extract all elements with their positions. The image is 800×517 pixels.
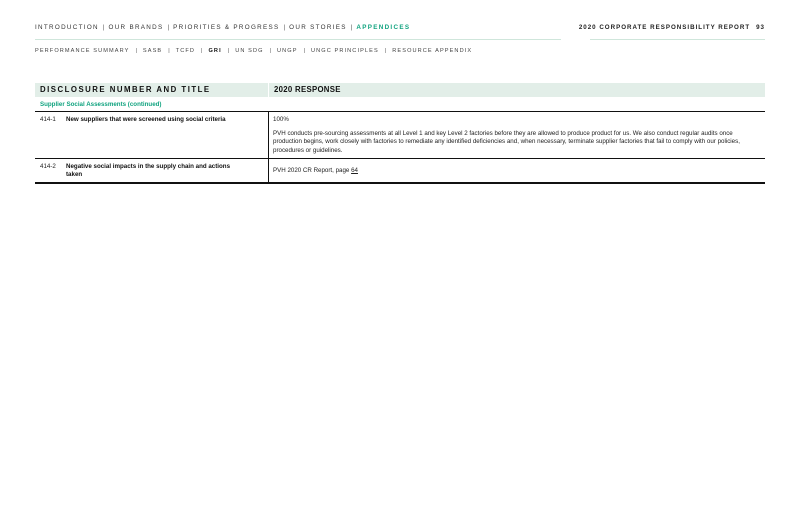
gri-disclosure-table — [35, 83, 765, 184]
subnav-separator: | — [384, 48, 387, 54]
subnav-separator: | — [201, 48, 203, 54]
disclosure-title: Negative social impacts in the supply chain and actions taken — [66, 162, 231, 178]
disclosure-cell — [35, 112, 269, 158]
disclosure-title: New suppliers that were screened using social criteria — [66, 116, 226, 123]
nav-separator: | — [350, 24, 353, 31]
top-divider-right — [590, 39, 765, 40]
response-text — [273, 167, 358, 175]
header-response: 2020 RESPONSE — [274, 85, 341, 94]
subnav-gri[interactable]: GRI — [208, 48, 222, 54]
subnav-sasb[interactable]: SASB — [142, 48, 163, 54]
subnav-tcfd[interactable]: TCFD — [175, 48, 196, 54]
section-title: Supplier Social Assessments (continued) — [35, 97, 765, 112]
subnav-performance-summary[interactable]: PERFORMANCE SUMMARY — [35, 48, 130, 54]
nav-priorities-progress[interactable]: PRIORITIES & PROGRESS — [173, 24, 280, 31]
sub-navigation — [35, 48, 472, 54]
table-header — [35, 83, 765, 97]
nav-appendices[interactable]: APPENDICES — [356, 24, 411, 31]
nav-separator: | — [102, 24, 105, 31]
subnav-separator: | — [135, 48, 137, 54]
disclosure-number: 414-1 — [40, 116, 56, 123]
subnav-separator: | — [303, 48, 306, 54]
nav-separator: | — [283, 24, 286, 31]
subnav-separator: | — [269, 48, 271, 54]
subnav-separator: | — [168, 48, 170, 54]
top-divider-left — [35, 39, 561, 40]
nav-separator: | — [167, 24, 170, 31]
response-text-prefix: PVH 2020 CR Report, page — [273, 166, 352, 174]
response-cell — [269, 159, 765, 182]
response-percentage: 100% — [273, 116, 289, 123]
page-number: 93 — [756, 24, 765, 31]
disclosure-cell — [35, 159, 269, 182]
subnav-resource-appendix[interactable]: RESOURCE APPENDIX — [392, 48, 473, 54]
table-row — [35, 159, 765, 184]
subnav-ungc-principles[interactable]: UNGC PRINCIPLES — [311, 48, 379, 54]
response-text: PVH conducts pre-sourcing assessments at all Level 1 and key Level 2 factories before they are allowed to produce product for us. We also conduct regular audits once production begins, work closely with factories to remediate any identified deficiencies and, when necessary, terminate supplier factories that fail to comply with our policies, procedures or guidelines. — [273, 130, 740, 154]
nav-introduction[interactable]: INTRODUCTION — [35, 24, 99, 31]
report-title: 2020 CORPORATE RESPONSIBILITY REPORT — [578, 24, 751, 31]
top-navigation — [35, 24, 410, 31]
nav-our-brands[interactable]: OUR BRANDS — [108, 24, 164, 31]
response-cell — [269, 112, 765, 158]
page-link[interactable]: 64 — [351, 166, 358, 174]
nav-our-stories[interactable]: OUR STORIES — [289, 24, 347, 31]
subnav-separator: | — [227, 48, 230, 54]
header-disclosure: DISCLOSURE NUMBER AND TITLE — [35, 83, 269, 97]
table-row — [35, 112, 765, 159]
subnav-ungp[interactable]: UNGP — [277, 48, 298, 54]
disclosure-number: 414-2 — [40, 162, 56, 170]
subnav-un-sdg[interactable]: UN SDG — [235, 48, 264, 54]
report-header — [579, 24, 765, 31]
